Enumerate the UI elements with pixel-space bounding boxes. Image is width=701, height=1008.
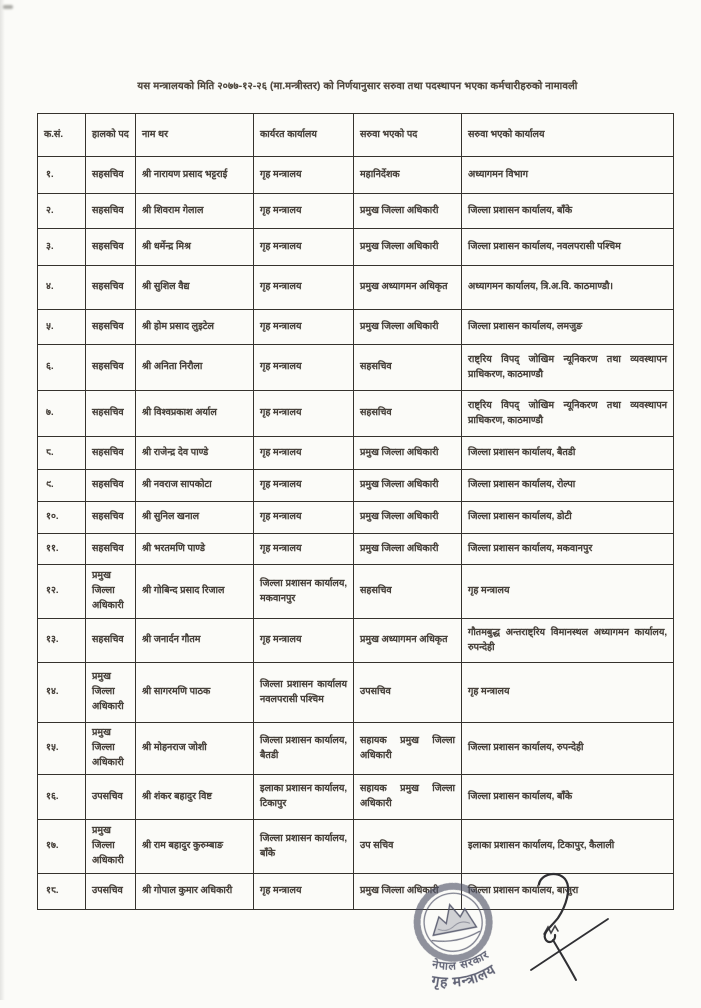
table-cell: प्रमुख जिल्ला अधिकारी — [354, 437, 462, 470]
table-cell: जिल्ला प्रशासन कार्यालय, बाँके — [462, 775, 674, 820]
table-cell: सहसचिव — [86, 345, 136, 391]
transfer-table — [37, 113, 674, 910]
table-cell: प्रमुख जिल्ला अधिकारी — [354, 534, 462, 565]
table-cell: सहसचिव — [86, 266, 136, 310]
table-cell: अध्यागमन कार्यालय, त्रि.अ.वि. काठमाण्डौ। — [462, 266, 674, 310]
table-cell: गृह मन्त्रालय — [254, 345, 354, 391]
table-cell: गृह मन्त्रालय — [462, 663, 674, 723]
table-cell: सहसचिव — [86, 310, 136, 345]
table-cell: सहसचिव — [86, 619, 136, 663]
table-cell: गृह मन्त्रालय — [254, 874, 354, 910]
table-cell: श्री राजेन्द्र देव पाण्डे — [136, 437, 254, 470]
stamp-text-ministry: गृह मन्त्रालय — [430, 960, 499, 990]
table-header-row — [38, 114, 674, 157]
table-cell: श्री राम बहादुर कुरुम्बाङ — [136, 820, 254, 874]
table-cell: जिल्ला प्रशासन कार्यालय, लमजुङ — [462, 310, 674, 345]
table-row — [38, 437, 674, 470]
table-cell: जिल्ला प्रशासन कार्यालय, बाजुरा — [462, 874, 674, 910]
table-cell: ४. — [38, 266, 86, 310]
table-row — [38, 534, 674, 565]
table-cell: श्री मोहनराज जोशी — [136, 723, 254, 775]
scan-speck-artifact — [3, 5, 13, 9]
table-cell: गृह मन्त्रालय — [254, 266, 354, 310]
table-cell: जिल्ला प्रशासन कार्यालय, रोल्पा — [462, 470, 674, 502]
table-cell: श्री जनार्दन गौतम — [136, 619, 254, 663]
table-cell: सहसचिव — [86, 470, 136, 502]
table-cell: प्रमुख जिल्ला अधिकारी — [354, 229, 462, 266]
table-row — [38, 470, 674, 502]
table-cell: १७. — [38, 820, 86, 874]
table-cell: सहसचिव — [86, 502, 136, 534]
table-cell: गृह मन्त्रालय — [254, 437, 354, 470]
header-cell: सरुवा भएको पद — [354, 114, 462, 157]
stamp-text-government: नेपाल सरकार — [431, 948, 492, 973]
table-row — [38, 820, 674, 874]
table-cell: गृह मन्त्रालय — [254, 534, 354, 565]
table-cell: ७. — [38, 391, 86, 437]
table-cell: ६. — [38, 345, 86, 391]
table-cell: श्री सुशिल वैद्य — [136, 266, 254, 310]
table-cell: श्री धर्मेन्द्र मिश्र — [136, 229, 254, 266]
table-row — [38, 663, 674, 723]
table-row — [38, 229, 674, 266]
table-cell: गृह मन्त्रालय — [254, 502, 354, 534]
header-cell: हालको पद — [86, 114, 136, 157]
ministry-stamp — [385, 866, 526, 1008]
table-cell: सहसचिव — [354, 565, 462, 619]
table-cell: श्री भरतमणि पाण्डे — [136, 534, 254, 565]
table-cell: सहायक प्रमुख जिल्ला अधिकारी — [354, 775, 462, 820]
header-cell: कार्यरत कार्यालय — [254, 114, 354, 157]
table-row — [38, 345, 674, 391]
table-cell: प्रमुख अध्यागमन अधिकृत — [354, 619, 462, 663]
table-cell: सहसचिव — [354, 345, 462, 391]
table-cell: श्री सागरमणि पाठक — [136, 663, 254, 723]
table-row — [38, 266, 674, 310]
table-cell: प्रमुख जिल्ला अधिकारी — [354, 310, 462, 345]
table-cell: सहसचिव — [354, 391, 462, 437]
table-cell: जिल्ला प्रशासन कार्यालय, बाँके — [462, 194, 674, 229]
table-cell: राष्ट्रिय विपद् जोखिम न्यूनिकरण तथा व्यवस्थापन प्राधिकरण, काठमाण्डौ — [462, 391, 674, 437]
table-row — [38, 775, 674, 820]
table-cell: १०. — [38, 502, 86, 534]
table-cell: ३. — [38, 229, 86, 266]
table-cell: गृह मन्त्रालय — [254, 470, 354, 502]
table-cell: श्री गोबिन्द प्रसाद रिजाल — [136, 565, 254, 619]
header-cell: नाम थर — [136, 114, 254, 157]
page-title: यस मन्त्रालयको मिति २०७७-१२-२६ (मा.मन्त्रीस्तर) को निर्णयानुसार सरुवा तथा पदस्थापन भएका कर्मचारीहरुको नामावली — [137, 81, 578, 92]
table-cell: गृह मन्त्रालय — [254, 619, 354, 663]
table-cell: जिल्ला प्रशासन कार्यालय, नवलपरासी पश्चिम — [462, 229, 674, 266]
signature-icon — [515, 868, 625, 993]
table-cell: प्रमुख जिल्ला अधिकारी — [354, 502, 462, 534]
table-cell: उपसचिव — [86, 775, 136, 820]
table-cell: जिल्ला प्रशासन कार्यालय, बाँके — [254, 820, 354, 874]
table-cell: प्रमुख जिल्ला अधिकारी — [354, 470, 462, 502]
table-cell: श्री नवराज सापकोटा — [136, 470, 254, 502]
table-cell: महानिर्देशक — [354, 157, 462, 194]
table-cell: सहसचिव — [86, 391, 136, 437]
header-cell: सरुवा भएको कार्यालय — [462, 114, 674, 157]
table-cell: प्रमुख जिल्ला अधिकारी — [354, 874, 462, 910]
table-cell: प्रमुख अध्यागमन अधिकृत — [354, 266, 462, 310]
table-cell: ५. — [38, 310, 86, 345]
table-row — [38, 619, 674, 663]
table-cell: सहसचिव — [86, 437, 136, 470]
table-cell: १३. — [38, 619, 86, 663]
table-cell: प्रमुख जिल्ला अधिकारी — [86, 820, 136, 874]
table-cell: राष्ट्रिय विपद् जोखिम न्यूनिकरण तथा व्यवस्थापन प्राधिकरण, काठमाण्डौ — [462, 345, 674, 391]
table-cell: उप सचिव — [354, 820, 462, 874]
table-cell: श्री गोपाल कुमार अधिकारी — [136, 874, 254, 910]
table-cell: ११. — [38, 534, 86, 565]
table-cell: श्री विश्वप्रकाश अर्याल — [136, 391, 254, 437]
table-cell: गृह मन्त्रालय — [462, 565, 674, 619]
table-cell: श्री होम प्रसाद लुइटेल — [136, 310, 254, 345]
table-cell: जिल्ला प्रशासन कार्यालय, बैतडी — [254, 723, 354, 775]
table-cell: सहसचिव — [86, 534, 136, 565]
table-cell: प्रमुख जिल्ला अधिकारी — [86, 565, 136, 619]
table-cell: जिल्ला प्रशासन कार्यालय, मकवानपुर — [254, 565, 354, 619]
table-cell: प्रमुख जिल्ला अधिकारी — [86, 723, 136, 775]
table-cell: सहसचिव — [86, 157, 136, 194]
table-cell: श्री अनिता निरौला — [136, 345, 254, 391]
table-cell: उपसचिव — [86, 874, 136, 910]
table-cell: सहसचिव — [86, 229, 136, 266]
table-cell: १८. — [38, 874, 86, 910]
table-cell: गृह मन्त्रालय — [254, 310, 354, 345]
table-cell: गृह मन्त्रालय — [254, 157, 354, 194]
table-cell: प्रमुख जिल्ला अधिकारी — [354, 194, 462, 229]
table-row — [38, 565, 674, 619]
table-cell: जिल्ला प्रशासन कार्यालय, डोटी — [462, 502, 674, 534]
table-cell: ९. — [38, 470, 86, 502]
table-cell: १६. — [38, 775, 86, 820]
scan-edge-artifact — [0, 0, 5, 1000]
table-cell: इलाका प्रशासन कार्यालय, टिकापुर, कैलाली — [462, 820, 674, 874]
table-cell: जिल्ला प्रशासन कार्यालय, मकवानपुर — [462, 534, 674, 565]
table-row — [38, 310, 674, 345]
table-cell: श्री शिवराम गेलाल — [136, 194, 254, 229]
table-cell: गृह मन्त्रालय — [254, 391, 354, 437]
table-row — [38, 723, 674, 775]
table-cell: उपसचिव — [354, 663, 462, 723]
table-cell: गृह मन्त्रालय — [254, 194, 354, 229]
table-cell: २. — [38, 194, 86, 229]
table-cell: श्री नारायण प्रसाद भट्टराई — [136, 157, 254, 194]
table-cell: जिल्ला प्रशासन कार्यालय, बैतडी — [462, 437, 674, 470]
table-cell: सहसचिव — [86, 194, 136, 229]
header-cell: क.सं. — [38, 114, 86, 157]
table-cell: सहायक प्रमुख जिल्ला अधिकारी — [354, 723, 462, 775]
table-cell: जिल्ला प्रशासन कार्यालय, रुपन्देही — [462, 723, 674, 775]
table-cell: १. — [38, 157, 86, 194]
table-cell: गौतमबुद्ध अन्तराष्ट्रिय विमानस्थल अध्यागमन कार्यालय, रुपन्देही — [462, 619, 674, 663]
table-cell: श्री सुनिल खनाल — [136, 502, 254, 534]
table-row — [38, 194, 674, 229]
table-cell: १४. — [38, 663, 86, 723]
table-cell: जिल्ला प्रशासन कार्यालय नवलपरासी पश्चिम — [254, 663, 354, 723]
table-cell: ८. — [38, 437, 86, 470]
table-row — [38, 157, 674, 194]
table-cell: १५. — [38, 723, 86, 775]
table-cell: श्री शंकर बहादुर विष्ट — [136, 775, 254, 820]
table-cell: अध्यागमन विभाग — [462, 157, 674, 194]
table-cell: प्रमुख जिल्ला अधिकारी — [86, 663, 136, 723]
table-cell: गृह मन्त्रालय — [254, 229, 354, 266]
table-cell: १२. — [38, 565, 86, 619]
table-row — [38, 502, 674, 534]
table-cell: इलाका प्रशासन कार्यालय, टिकापुर — [254, 775, 354, 820]
table-row — [38, 391, 674, 437]
